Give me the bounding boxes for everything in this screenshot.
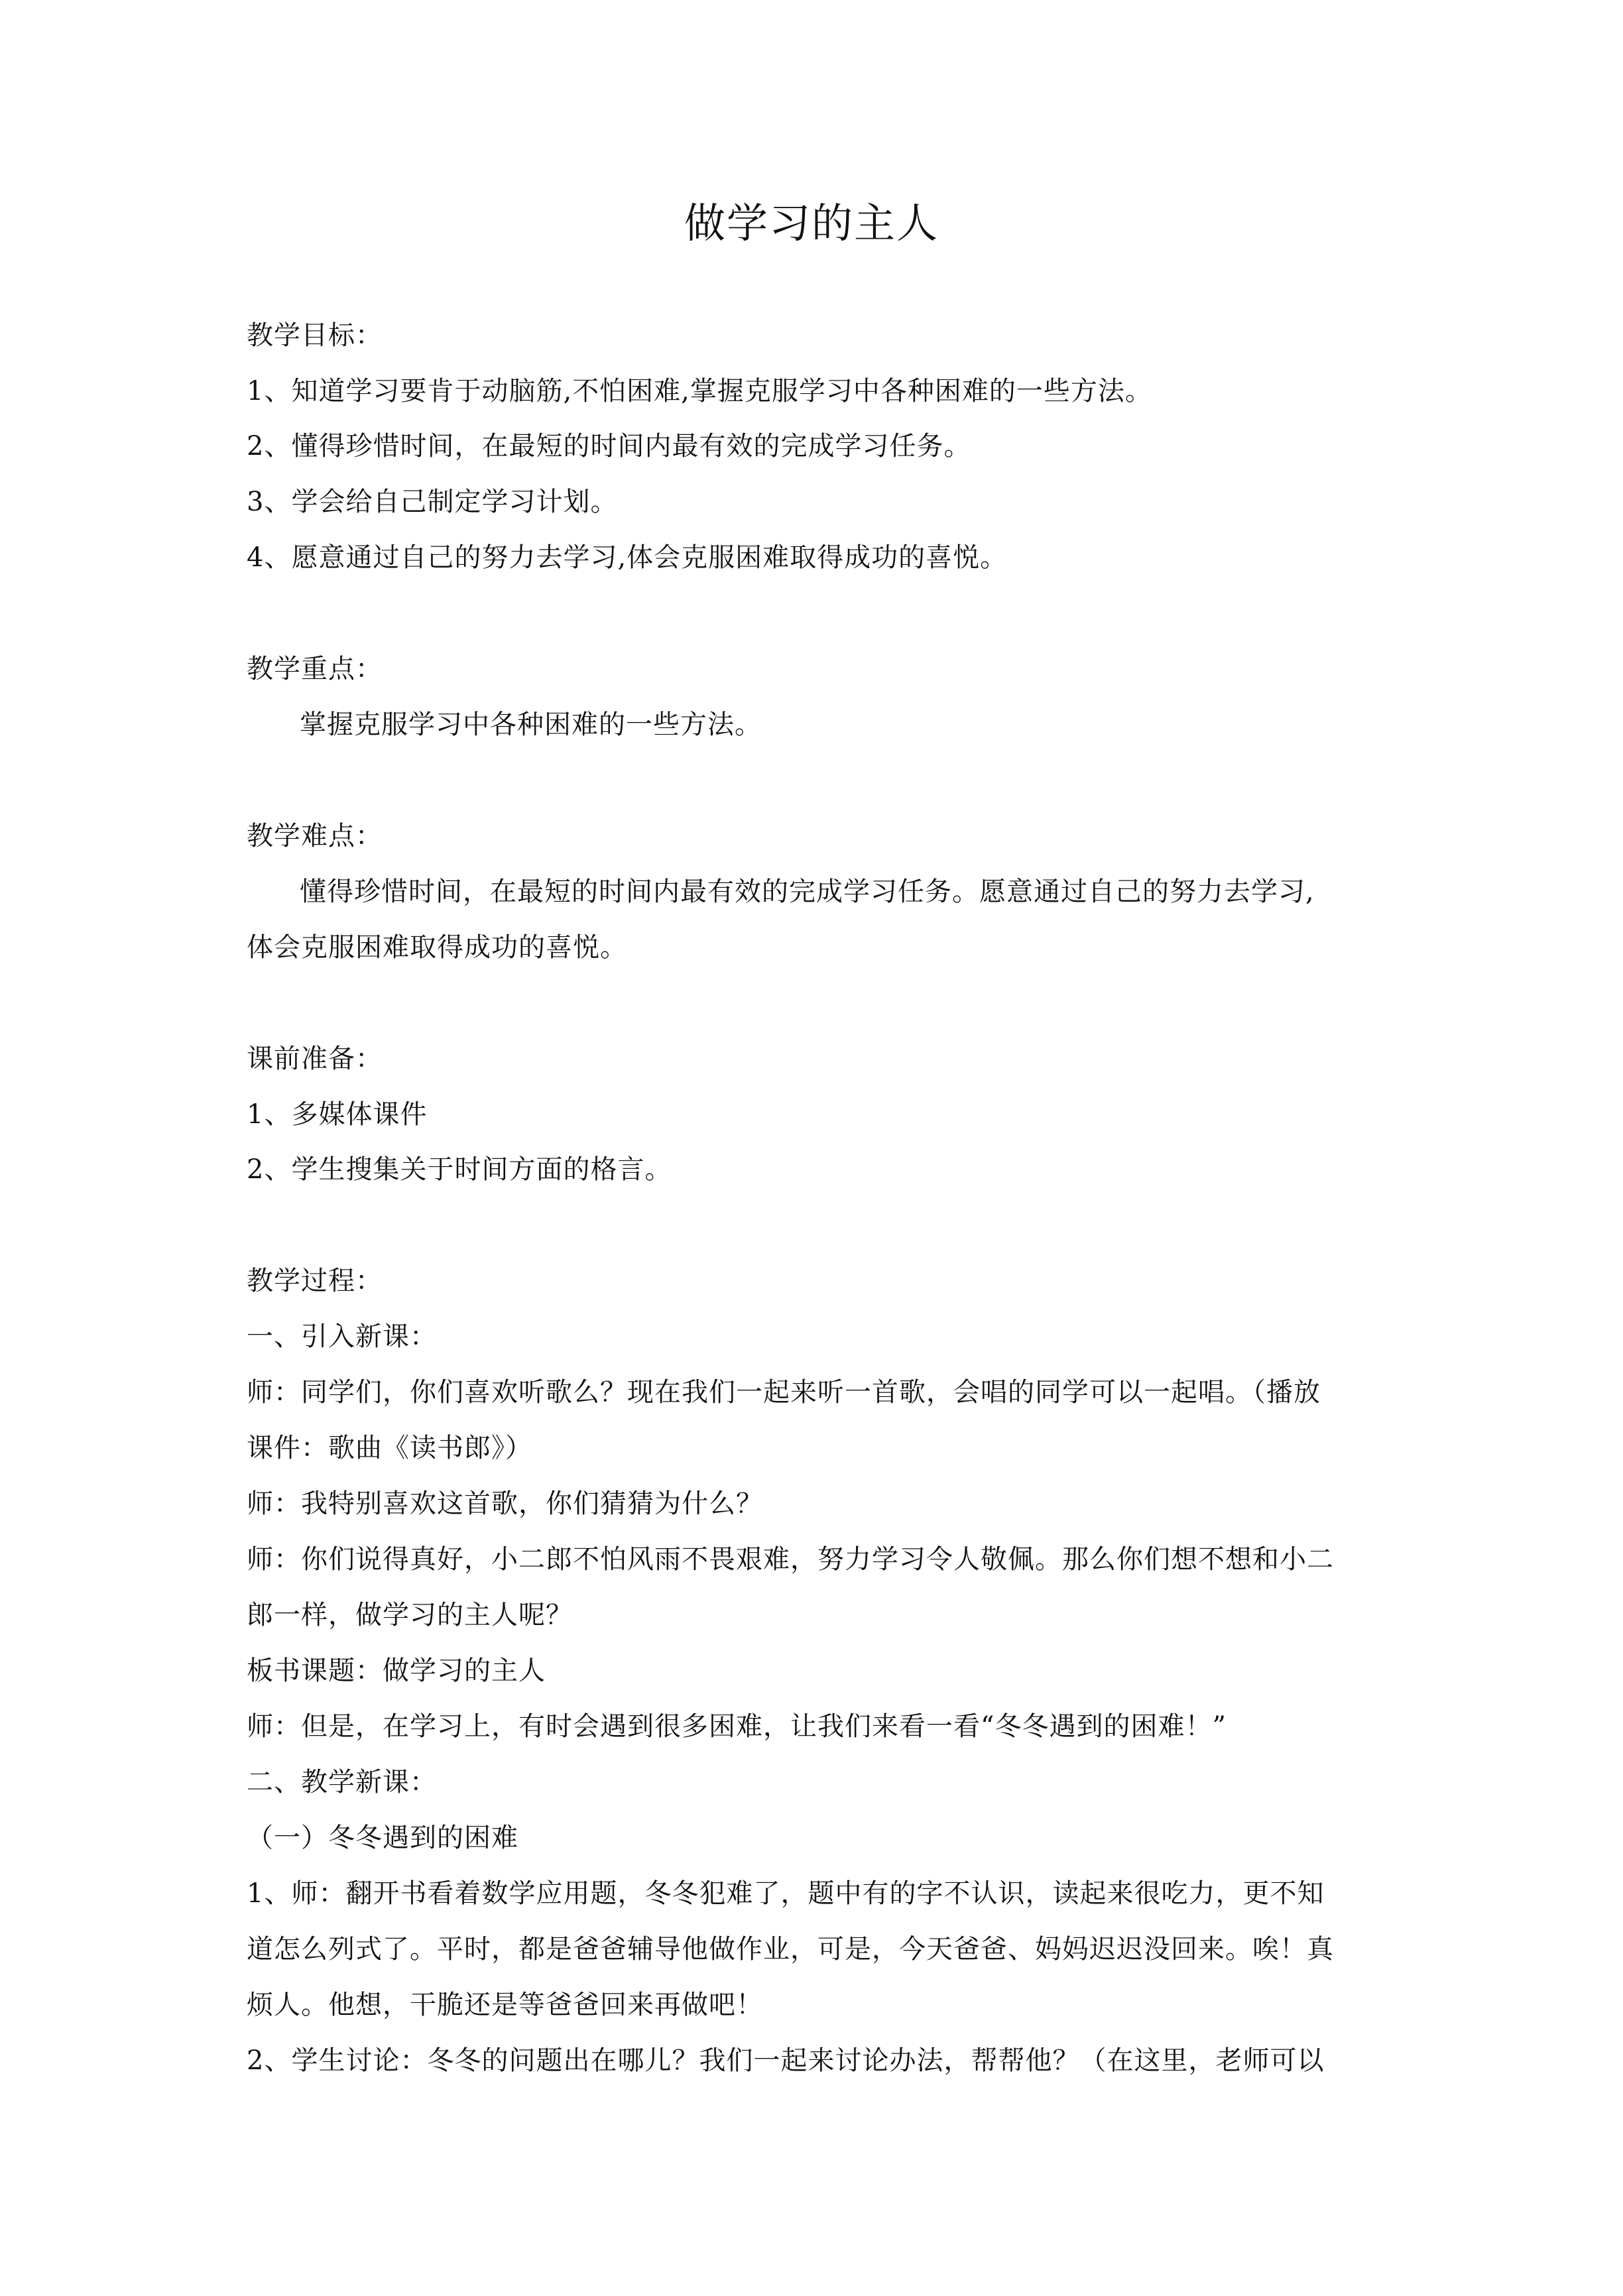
process-subheading-difficulty: （一）冬冬遇到的困难: [247, 1823, 518, 1853]
process-paragraph-line: 烦人。他想，干脆还是等爸爸回来再做吧！: [247, 1990, 763, 2020]
process-paragraph-line: 1、师：翻开书看着数学应用题，冬冬犯难了，题中有的字不认识，读起来很吃力，更不知: [247, 1878, 1325, 1909]
process-paragraph-line: 2、学生讨论：冬冬的问题出在哪儿？我们一起来讨论办法，帮帮他？（在这里，老师可以: [247, 2045, 1325, 2076]
difficulty-text-line-2: 体会克服困难取得成功的喜悦。: [247, 932, 627, 963]
key-point-text: 掌握克服学习中各种困难的一些方法。: [300, 709, 762, 740]
document-title: 做学习的主人: [684, 199, 939, 247]
process-paragraph-line: 郎一样，做学习的主人呢？: [247, 1600, 573, 1630]
process-subheading-intro: 一、引入新课：: [247, 1321, 437, 1352]
process-paragraph-line: 师：你们说得真好，小二郎不怕风雨不畏艰难，努力学习令人敬佩。那么你们想不想和小二: [247, 1544, 1334, 1575]
preparation-item-2: 2、学生搜集关于时间方面的格言。: [247, 1154, 672, 1185]
difficulty-text-line-1: 懂得珍惜时间，在最短的时间内最有效的完成学习任务。愿意通过自己的努力去学习,: [300, 876, 1315, 907]
process-subheading-new-lesson: 二、教学新课：: [247, 1767, 437, 1797]
section-heading-process: 教学过程：: [247, 1266, 383, 1296]
process-paragraph-line: 师：我特别喜欢这首歌，你们猜猜为什么？: [247, 1488, 763, 1519]
process-paragraph-line: 师：但是，在学习上，有时会遇到很多困难，让我们来看一看“冬冬遇到的困难！”: [247, 1711, 1227, 1742]
section-heading-difficulties: 教学难点：: [247, 821, 383, 851]
process-paragraph-line: 板书课题：做学习的主人: [247, 1656, 546, 1686]
preparation-item-1: 1、多媒体课件: [247, 1099, 428, 1130]
objective-item-4: 4、愿意通过自己的努力去学习,体会克服困难取得成功的喜悦。: [247, 542, 1008, 573]
section-heading-key-points: 教学重点：: [247, 654, 383, 684]
process-paragraph-line: 道怎么列式了。平时，都是爸爸辅导他做作业，可是，今天爸爸、妈妈迟迟没回来。唉！真: [247, 1934, 1334, 1964]
process-paragraph-line: 课件：歌曲《读书郎》）: [247, 1433, 532, 1463]
section-heading-objectives: 教学目标：: [247, 320, 383, 351]
section-heading-preparation: 课前准备：: [247, 1044, 383, 1074]
objective-item-2: 2、懂得珍惜时间，在最短的时间内最有效的完成学习任务。: [247, 431, 971, 461]
objective-item-1: 1、知道学习要肯于动脑筋,不怕困难,掌握克服学习中各种困难的一些方法。: [247, 376, 1152, 406]
process-paragraph-line: 师：同学们，你们喜欢听歌么？现在我们一起来听一首歌，会唱的同学可以一起唱。（播放: [247, 1377, 1321, 1408]
objective-item-3: 3、学会给自己制定学习计划。: [247, 487, 618, 517]
